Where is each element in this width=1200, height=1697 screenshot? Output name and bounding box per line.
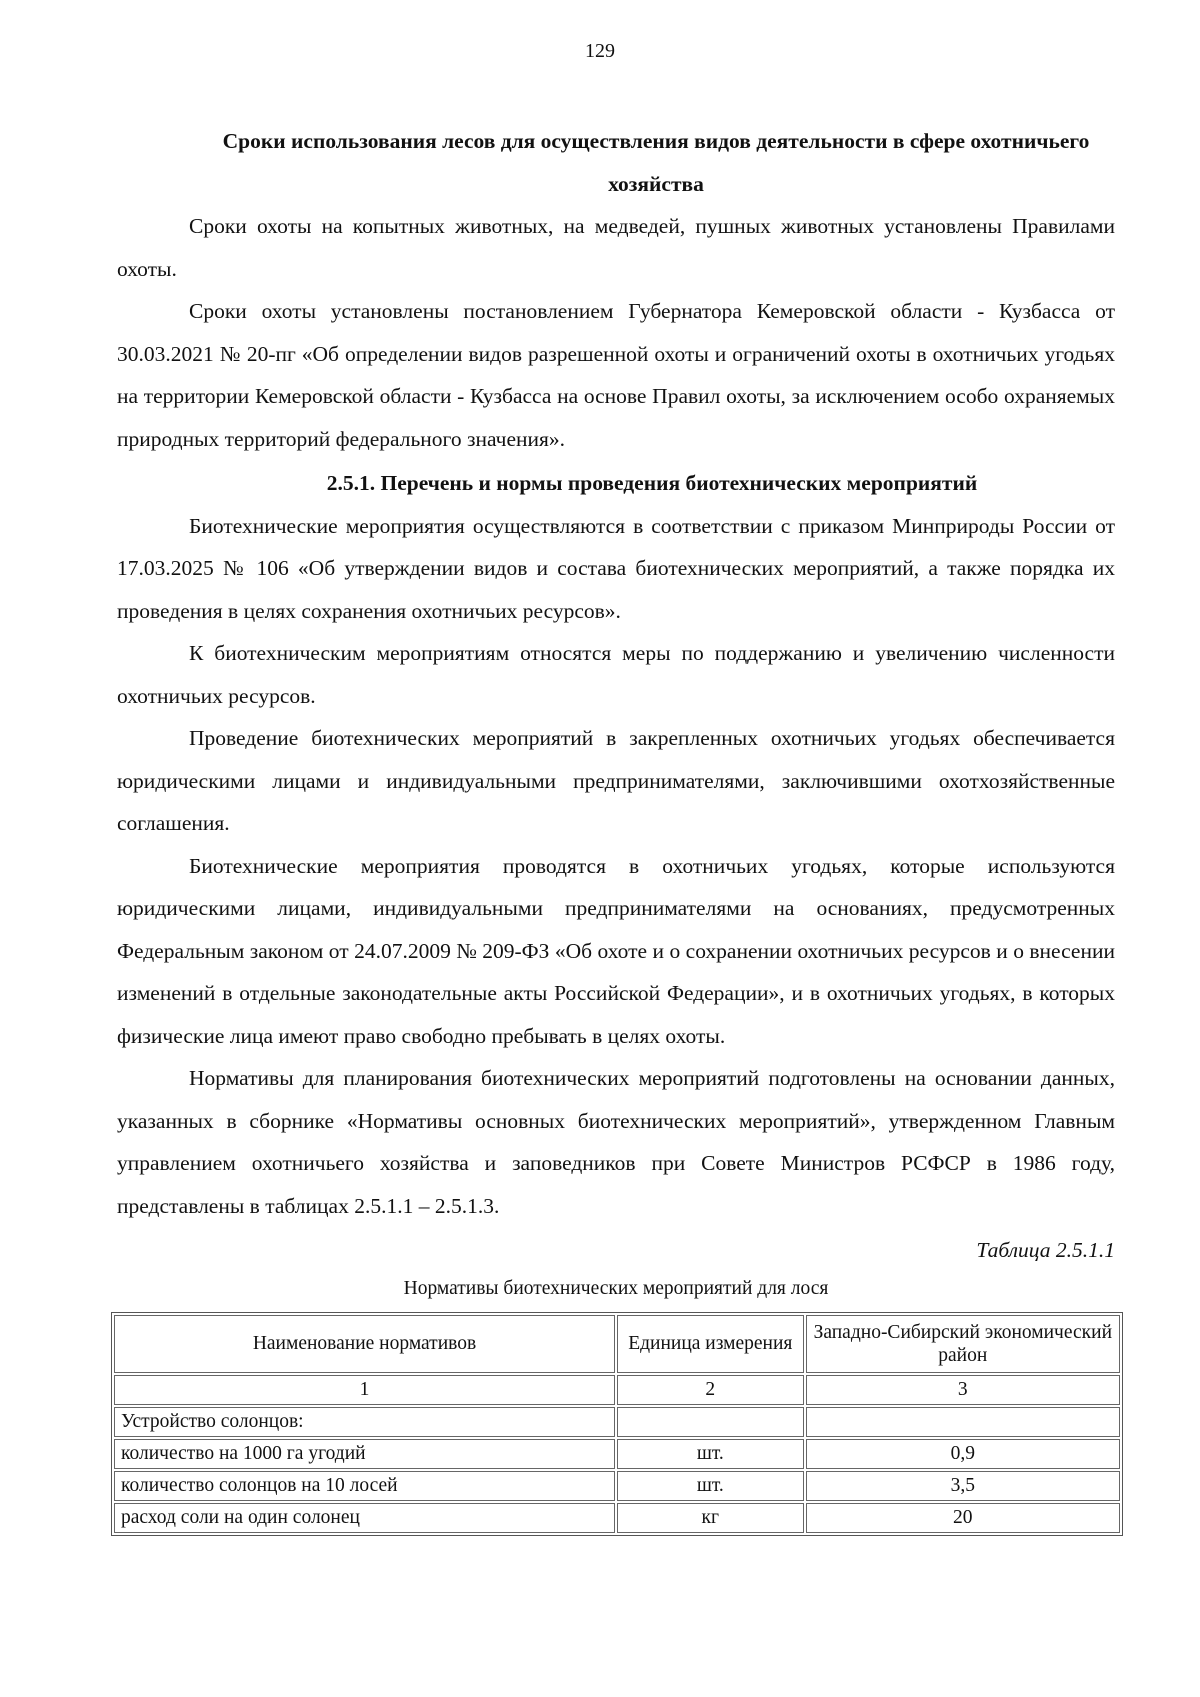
table-header-row	[114, 1315, 1120, 1373]
table-row	[114, 1471, 1120, 1501]
column-number: 2	[617, 1375, 804, 1405]
paragraph: Проведение биотехнических мероприятий в закрепленных охотничьих угодьях обеспечивается юридическими лицами и индивидуальными предпринимателями, заключившими охотхозяйственные соглашения.	[117, 726, 1115, 835]
column-number: 3	[806, 1375, 1120, 1405]
section-title: Сроки использования лесов для осуществления видов деятельности в сфере охотничьего хозяйства	[222, 129, 1090, 196]
column-header: Единица измерения	[617, 1315, 804, 1373]
norm-value: 0,9	[806, 1439, 1120, 1469]
table-row	[114, 1503, 1120, 1533]
table-row	[114, 1439, 1120, 1469]
norm-name: расход соли на один солонец	[114, 1503, 615, 1533]
column-number-row	[114, 1375, 1120, 1405]
norm-value: 20	[806, 1503, 1120, 1533]
paragraph: К биотехническим мероприятиям относятся меры по поддержанию и увеличению численности охотничьих ресурсов.	[117, 641, 1115, 708]
norm-unit: шт.	[617, 1471, 804, 1501]
subsection-title: 2.5.1. Перечень и нормы проведения биотехнических мероприятий	[326, 471, 978, 495]
column-number: 1	[114, 1375, 615, 1405]
paragraph: Биотехнические мероприятия проводятся в охотничьих угодьях, которые используются юридическими лицами, индивидуальными предпринимателями на основаниях, предусмотренных Федеральным законом от 24.07.2009 № 209-ФЗ «Об охоте и о сохранении охотничьих ресурсов и о внесении изменений в отдельные законодательные акты Российской Федерации», и в охотничьих угодьях, в которых физические лица имеют право свободно пребывать в целях охоты.	[117, 853, 1115, 1048]
paragraph: Биотехнические мероприятия осуществляются в соответствии с приказом Минприроды России от 17.03.2025 № 106 «Об утверждении видов и состава биотехнических мероприятий, а также порядка их проведения в целях сохранения охотничьих ресурсов».	[117, 513, 1115, 623]
norm-value: 3,5	[806, 1471, 1120, 1501]
page-number: 129	[585, 40, 615, 62]
table-label: Таблица 2.5.1.1	[976, 1238, 1115, 1262]
paragraph: Сроки охоты установлены постановлением Губернатора Кемеровской области - Кузбасса от 30.03.2021 № 20-пг «Об определении видов разрешенной охоты и ограничений охоты в охотничьих угодьях на территории Кемеровской области - Кузбасса на основе Правил охоты, за исключением особо охраняемых природных территорий федерального значения».	[117, 299, 1115, 451]
table-title: Нормативы биотехнических мероприятий для лося	[403, 1277, 829, 1299]
norm-value	[806, 1407, 1120, 1437]
norm-name: Устройство солонцов:	[114, 1407, 615, 1437]
paragraph: Сроки охоты на копытных животных, на медведей, пушных животных установлены Правилами охоты.	[117, 214, 1115, 281]
page-content	[117, 120, 1115, 1536]
column-header: Наименование нормативов	[114, 1315, 615, 1373]
column-header: Западно-Сибирский экономический район	[806, 1315, 1120, 1373]
table-row	[114, 1407, 1120, 1437]
norm-unit: кг	[617, 1503, 804, 1533]
paragraph: Нормативы для планирования биотехнических мероприятий подготовлены на основании данных, указанных в сборнике «Нормативы основных биотехнических мероприятий», утвержденном Главным управлением охотничьего хозяйства и заповедников при Совете Министров РСФСР в 1986 году, представлены в таблицах 2.5.1.1 – 2.5.1.3.	[117, 1066, 1115, 1218]
norms-table	[111, 1312, 1123, 1536]
norm-unit: шт.	[617, 1439, 804, 1469]
norm-name: количество солонцов на 10 лосей	[114, 1471, 615, 1501]
norm-unit	[617, 1407, 804, 1437]
norm-name: количество на 1000 га угодий	[114, 1439, 615, 1469]
